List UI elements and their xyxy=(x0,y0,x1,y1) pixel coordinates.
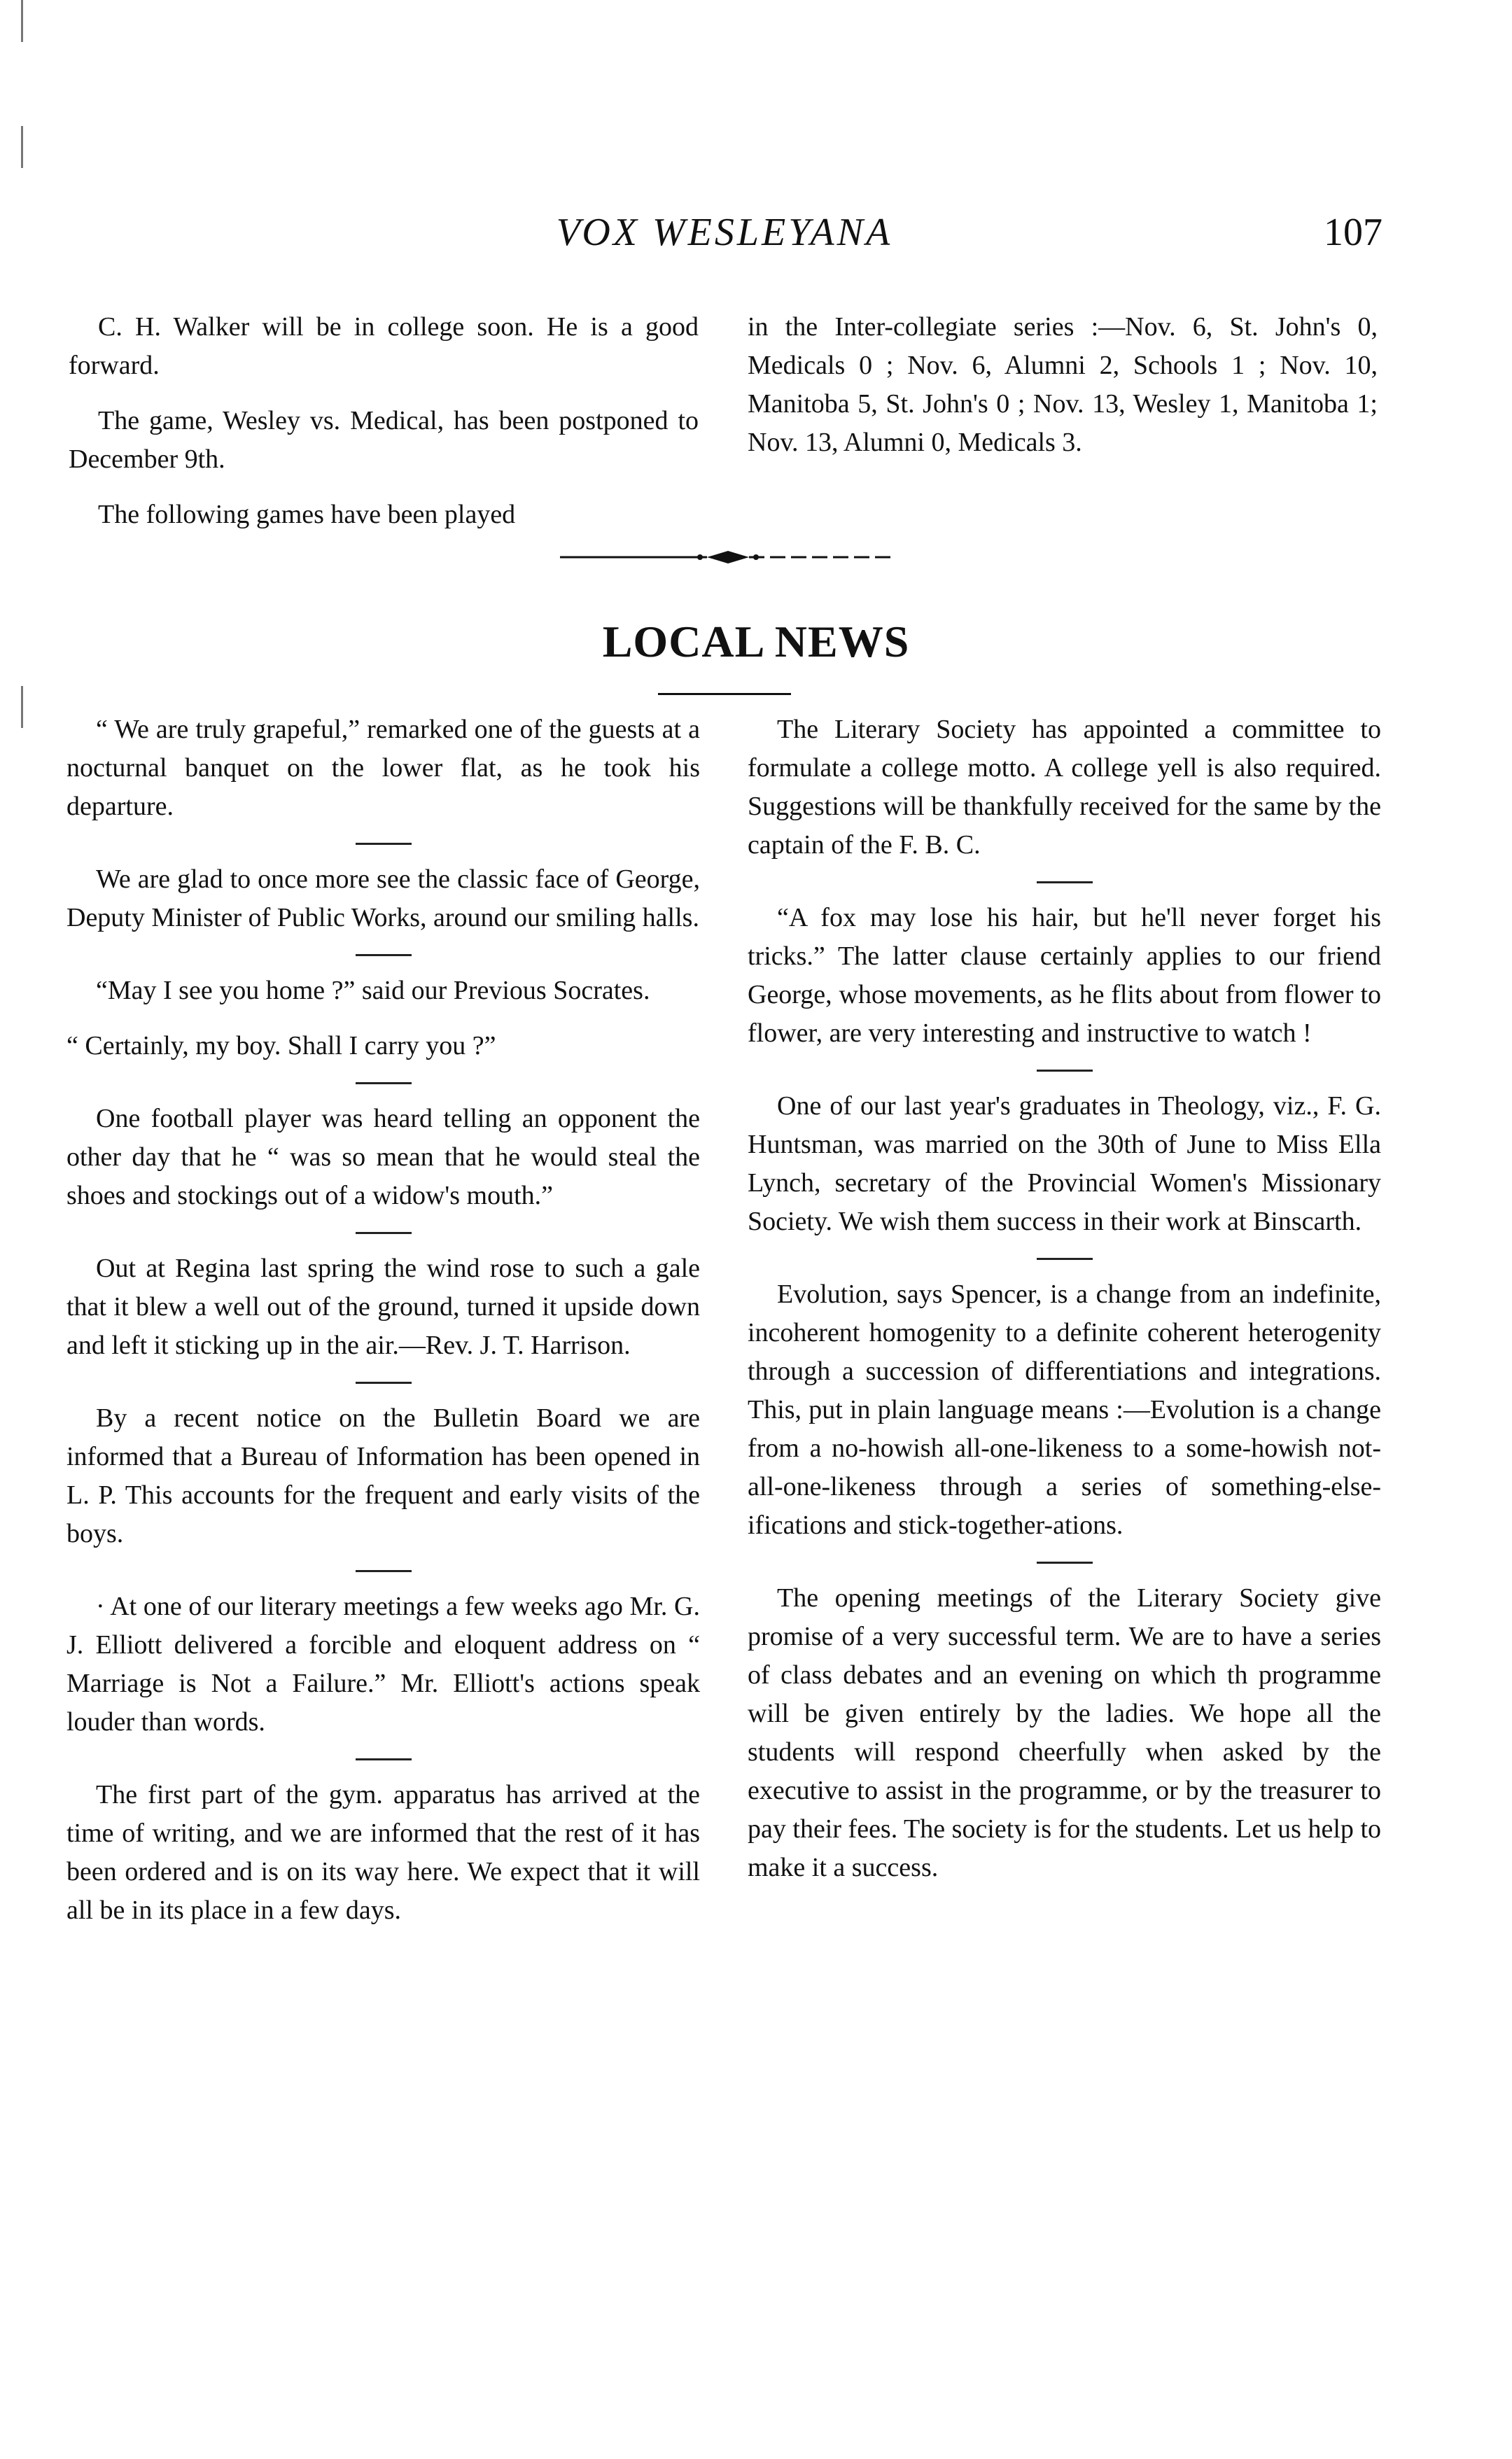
sports-note: C. H. Walker will be in college soon. He is a good forward. xyxy=(69,312,699,380)
page-header xyxy=(66,210,1382,273)
sports-notes-right-column xyxy=(748,308,1378,479)
item-separator xyxy=(356,1758,412,1760)
sports-note: The game, Wesley vs. Medical, has been postponed to December 9th. xyxy=(69,406,699,474)
margin-scan-mark xyxy=(21,686,23,728)
local-news-right-column xyxy=(748,710,1381,1904)
news-item: Out at Regina last spring the wind rose to such a gale that it blew a well out of the ground, turned it upside down and left it sticking up in the air.—Rev. J. T. Harrison. xyxy=(66,1254,700,1360)
item-separator xyxy=(356,1570,412,1572)
news-item: The opening meetings of the Literary Society give promise of a very successful term. We are to have a series of class debates and an evening on which th programme will be given entirely by the ladies. We hope all the students will respond cheerfully when asked by the executive to assist in the programme, or by the treasurer to pay their fees. The society is for the students. Let us help to make it a success. xyxy=(748,1583,1381,1882)
news-item: Evolution, says Spencer, is a change from an indefinite, incoherent homogenity to a definite coherent heterogenity through a succession of differentiations and integrations. This, put in plain language means :—Evolution is a change from a no-howish all-one-likeness to a some-howish not-all-one-likeness through a series of something-else-ifications and stick-together-ations. xyxy=(748,1280,1381,1540)
news-item: “May I see you home ?” said our Previous Socrates. xyxy=(96,976,650,1005)
item-separator xyxy=(356,843,412,845)
item-separator xyxy=(1037,1562,1093,1564)
news-item: “A fox may lose his hair, but he'll never forget his tricks.” The latter clause certainly applies to our friend George, whose movements, as he flits about from flower to flower, are very interesting and instructive to watch ! xyxy=(748,903,1381,1048)
item-separator xyxy=(1037,1070,1093,1072)
item-separator xyxy=(356,954,412,956)
sports-note: The following games have been played xyxy=(98,500,516,529)
news-item: One of our last year's graduates in Theology, viz., F. G. Huntsman, was married on the 30th of June to Miss Ella Lynch, secretary of the Provincial Women's Missionary Society. We wish them success in their work at Binscarth. xyxy=(748,1091,1381,1236)
news-item: By a recent notice on the Bulletin Board we are informed that a Bureau of Information has been opened in L. P. This accounts for the frequent and early visits of the boys. xyxy=(66,1403,700,1548)
local-news-left-column xyxy=(66,710,700,1947)
journal-title: VOX WESLEYANA xyxy=(556,211,893,254)
news-item: “ We are truly grapeful,” remarked one of the guests at a nocturnal banquet on the lower flat, as he took his departure. xyxy=(66,715,700,821)
item-separator xyxy=(1037,881,1093,883)
news-item: We are glad to once more see the classic face of George, Deputy Minister of Public Works, around our smiling halls. xyxy=(66,864,700,932)
news-item: “ Certainly, my boy. Shall I carry you ?” xyxy=(66,1031,496,1060)
item-separator xyxy=(356,1382,412,1384)
news-item: The Literary Society has appointed a committee to formulate a college motto. A college yell is also required. Suggestions will be thankfully received for the same by the captain of the F. B. C. xyxy=(748,715,1381,860)
sports-notes-left-column xyxy=(69,308,699,551)
news-item: One football player was heard telling an opponent the other day that he “ was so mean that he would steal the shoes and stockings out of a widow's mouth.” xyxy=(66,1104,700,1210)
page-number: 107 xyxy=(1324,211,1382,254)
item-separator xyxy=(356,1232,412,1234)
news-item: The first part of the gym. apparatus has arrived at the time of writing, and we are informed that the rest of it has been ordered and is on its way here. We expect that it will all be in its place in a few days. xyxy=(66,1780,700,1925)
item-separator xyxy=(356,1082,412,1084)
section-title: LOCAL NEWS xyxy=(602,617,910,666)
news-item: · At one of our literary meetings a few weeks ago Mr. G. J. Elliott delivered a forcible and eloquent address on “ Marriage is Not a Failure.” Mr. Elliott's actions speak louder than words. xyxy=(66,1592,700,1737)
section-divider-ornament xyxy=(560,549,896,566)
margin-scan-mark xyxy=(21,126,23,168)
game-results: in the Inter-collegiate series :—Nov. 6, St. John's 0, Medicals 0 ; Nov. 6, Alumni 2, Schools 1 ; Nov. 10, Manitoba 5, St. John's 0 ; Nov. 13, Wesley 1, Manitoba 1; Nov. 13, Alumni 0, Medicals 3. xyxy=(748,312,1378,457)
item-separator xyxy=(1037,1258,1093,1260)
margin-scan-mark xyxy=(21,0,23,42)
title-underline xyxy=(658,693,791,695)
